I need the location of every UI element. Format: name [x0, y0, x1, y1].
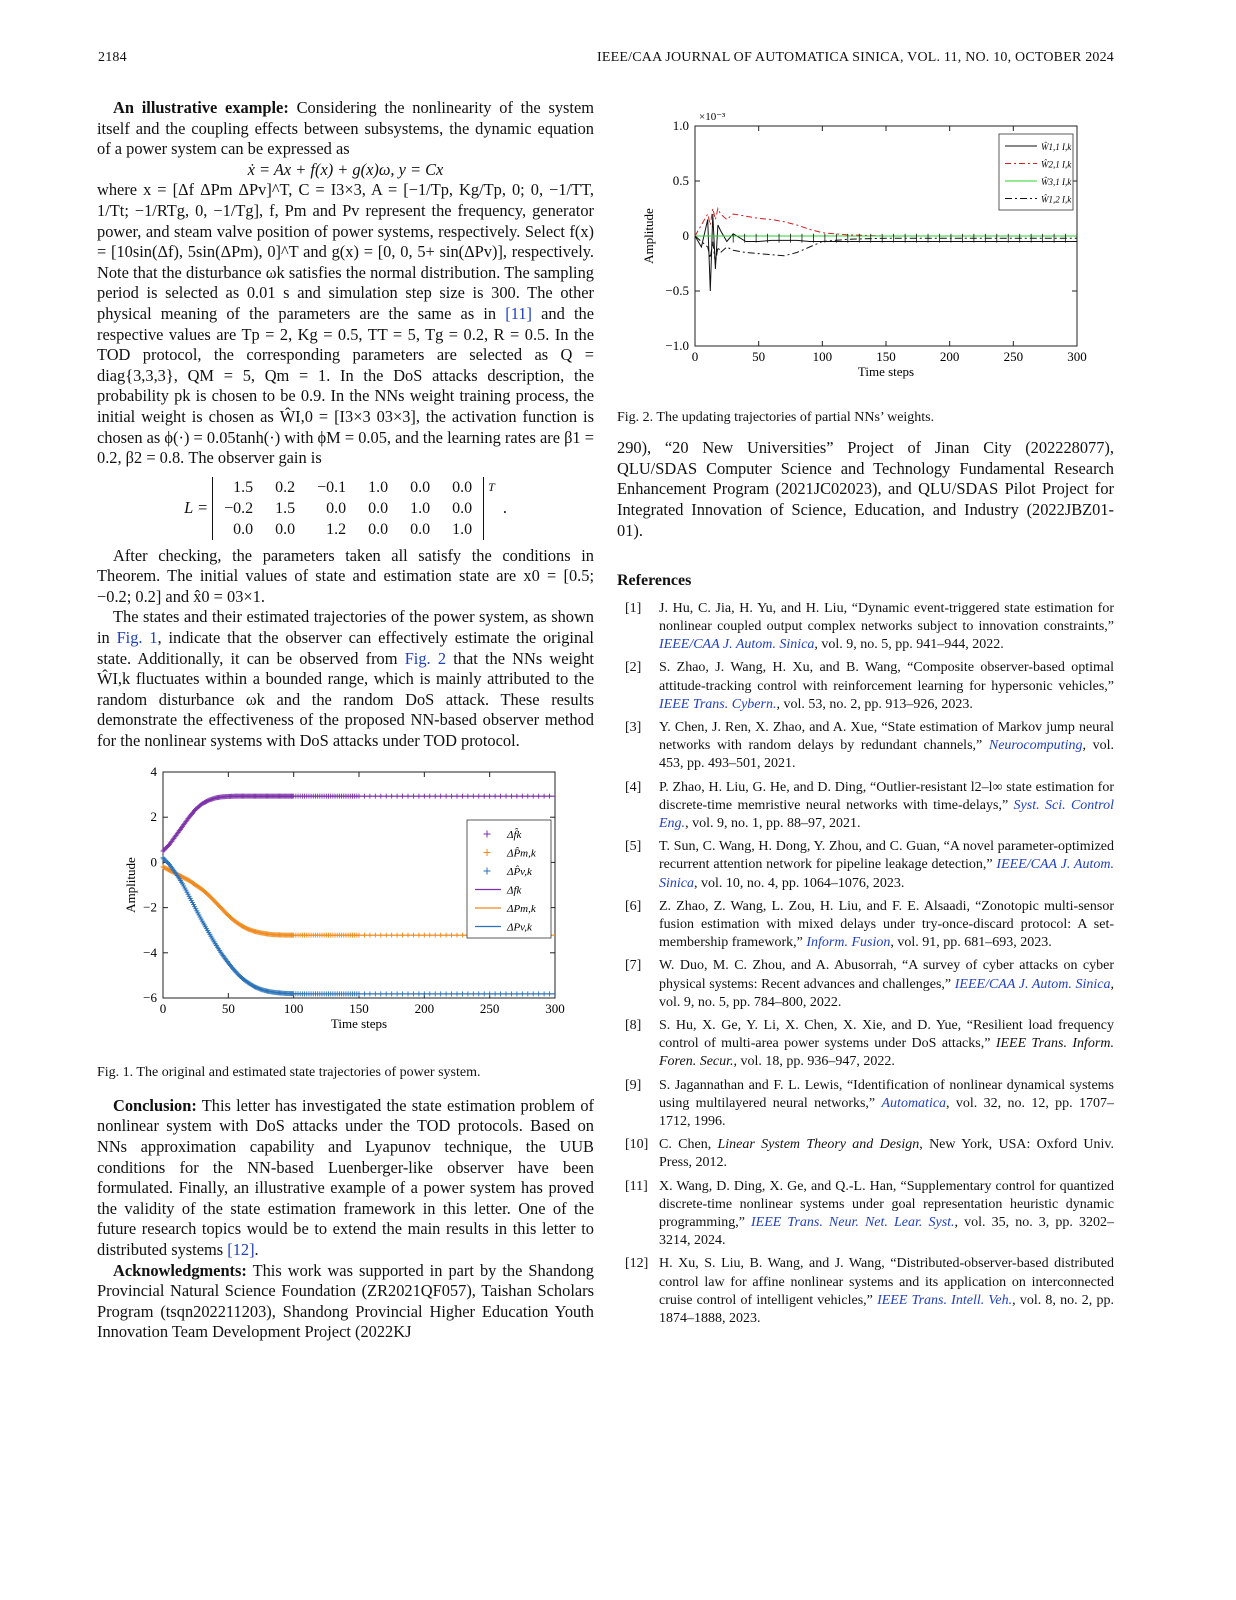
matrix-cell: 1.0 — [410, 499, 431, 517]
series-marker — [482, 793, 487, 798]
reference-text: C. Chen, Linear System Theory and Design, New York, USA: Oxford Univ. Press, 2012. — [659, 1137, 1114, 1171]
y-tick-label: 1.0 — [672, 118, 689, 133]
series-marker — [395, 793, 400, 798]
matrix-cell: 0.0 — [452, 478, 473, 496]
matrix-cell: 0.0 — [368, 520, 389, 538]
reference-venue[interactable]: IEEE/CAA J. Autom. Sinica — [954, 976, 1111, 992]
example-paragraph — [97, 98, 594, 160]
matrix-row — [213, 519, 484, 540]
series-marker — [547, 991, 552, 996]
legend-label: ΔP̂v,k — [507, 865, 532, 878]
series-marker — [422, 793, 427, 798]
fig2-caption: Fig. 2. The updating trajectories of partial NNs’ weights. — [617, 409, 935, 425]
series-marker — [520, 793, 525, 798]
y-tick-label: 4 — [150, 763, 157, 779]
x-tick-label: 250 — [1003, 349, 1024, 364]
reference-text: Z. Zhao, Z. Wang, L. Zou, H. Liu, and F. E. Alsaadi, “Zonotopic multi-sensor fusion estimation with mixed delays under try-once-discard protocol: A set-membership framework,” Inform. Fusion, vol. 91, pp. 681–693, 2023. — [659, 898, 1114, 951]
matrix-cell: 1.5 — [275, 499, 296, 517]
legend-label: Ŵ1,2 I,k — [1041, 194, 1072, 205]
series-line — [695, 214, 1077, 291]
reference-item — [617, 898, 1114, 953]
series-marker — [411, 932, 416, 937]
y-tick-label: 0 — [682, 228, 689, 243]
reference-item — [617, 1077, 1114, 1132]
series-marker — [389, 932, 394, 937]
x-tick-label: 300 — [1067, 349, 1087, 364]
example-heading: An illustrative example: — [113, 98, 289, 117]
reference-venue[interactable]: IEEE/CAA J. Autom. Sinica — [659, 637, 815, 653]
legend-label: Δfk — [507, 884, 522, 897]
after-paragraph: After checking, the parameters taken all satisfy the conditions in Theorem. The initial values of state and estimation state are x0 = [0.5; −0.2; 0.2] and x̂0 = 03×1. — [97, 545, 594, 606]
page-number: 2184 — [98, 50, 127, 65]
series-marker — [362, 793, 367, 798]
series-marker — [531, 991, 536, 996]
reference-venue[interactable]: Inform. Fusion — [806, 935, 891, 951]
series-marker — [520, 991, 525, 996]
series-marker — [476, 991, 481, 996]
y-axis-label: Amplitude — [123, 856, 138, 913]
series-marker — [509, 991, 514, 996]
series-marker — [389, 793, 394, 798]
reference-text: J. Hu, C. Jia, H. Yu, and H. Liu, “Dynamic event-triggered state estimation for nonlinear coupled output complex networks subject to innovation constraints,” IEEE/CAA J. Autom. Sinica, vol. 9, no. 5, pp. 941–944, 2022. — [659, 600, 1114, 653]
series-marker — [406, 793, 411, 798]
series-marker — [427, 991, 432, 996]
series-marker — [471, 793, 476, 798]
reference-item — [617, 1178, 1114, 1251]
ref-link-11[interactable]: [11] — [505, 303, 532, 323]
legend-label: Δf̂k — [507, 828, 522, 841]
reference-number: [10] — [625, 1137, 649, 1153]
matrix-row — [213, 477, 484, 498]
example-intro: Considering the nonlinearity of the system itself and the coupling effects between subsystems, the dynamic equation of a power system can be expressed as — [97, 98, 594, 159]
reference-number: [8] — [625, 1018, 642, 1034]
y-tick-label: 0.5 — [672, 173, 689, 188]
series-marker — [373, 991, 378, 996]
y-tick-label: −6 — [143, 989, 157, 1005]
series-marker — [536, 991, 541, 996]
y-tick-label: 2 — [150, 808, 157, 824]
series-marker — [455, 793, 460, 798]
series-marker — [498, 991, 503, 996]
reference-text: T. Sun, C. Wang, H. Dong, Y. Zhou, and C. Guan, “A novel parameter-optimized recurrent attention network for pipeline leakage detection,” IEEE/CAA J. Autom. Sinica, vol. 10, no. 4, pp. 1064–1076, 2023. — [659, 839, 1114, 891]
series-marker — [504, 793, 509, 798]
legend-label: Ŵ2,1 I,k — [1041, 159, 1072, 170]
x-tick-label: 150 — [876, 349, 896, 364]
series-marker — [444, 932, 449, 937]
ack-continued: 290), “20 New Universities” Project of Jinan City (202228077), QLU/SDAS Computer Science and Technology Fundamental Research Enhancement Program (2021JC02023), and QLU/SDAS Pilot Project for Integrated Innovation of Science, Education, and Industry (2022JBZ01-01). — [617, 438, 1114, 540]
series-marker — [438, 932, 443, 937]
reference-text: X. Wang, D. Ding, X. Ge, and Q.-L. Han, “Supplementary control for quantized discrete-time nonlinear systems under goal representation heuristic dynamic programming,” IEEE Trans. Neur. Net. Lear. Syst., vol. 35, no. 3, pp. 3202–3214, 2024. — [659, 1178, 1114, 1249]
reference-item — [617, 957, 1114, 1012]
reference-number: [5] — [625, 839, 642, 855]
series-marker — [542, 991, 547, 996]
x-tick-label: 100 — [812, 349, 833, 364]
series-marker — [514, 793, 519, 798]
reference-venue: IEEE Trans. Inform. Foren. Secur. — [659, 1036, 1114, 1070]
series-marker — [378, 991, 383, 996]
x-axis-label: Time steps — [857, 364, 915, 379]
series-marker — [433, 932, 438, 937]
reference-item — [617, 1255, 1114, 1328]
series-marker — [406, 932, 411, 937]
series-marker — [465, 793, 470, 798]
reference-item — [617, 719, 1114, 774]
series-marker — [378, 793, 383, 798]
fig2-link[interactable]: Fig. 2 — [404, 648, 447, 668]
series-marker — [367, 932, 372, 937]
fig1-link[interactable]: Fig. 1 — [116, 628, 158, 648]
matrix-cell: 0.0 — [275, 520, 296, 538]
reference-item — [617, 838, 1114, 893]
series-marker — [465, 991, 470, 996]
left-column — [97, 98, 594, 1343]
ref-link-12[interactable]: [12] — [227, 1239, 255, 1259]
y-tick-label: −4 — [143, 944, 157, 960]
x-tick-label: 100 — [283, 1000, 304, 1016]
series-line — [695, 209, 1077, 237]
matrix-cell: 1.2 — [326, 520, 347, 538]
series-marker — [416, 932, 421, 937]
x-tick-label: 50 — [752, 349, 766, 364]
reference-text: S. Zhao, J. Wang, H. Xu, and B. Wang, “Composite observer-based optimal attitude-tracking control with reinforcement learning for hypersonic vehicles,” IEEE Trans. Cybern., vol. 53, no. 2, pp. 913–926, 2023. — [659, 660, 1114, 712]
series-marker — [378, 932, 383, 937]
series-marker — [427, 932, 432, 937]
series-marker — [362, 932, 367, 937]
matrix-cell: 0.0 — [368, 499, 389, 517]
series-marker — [395, 991, 400, 996]
reference-text: Y. Chen, J. Ren, X. Zhao, and A. Xue, “State estimation of Markov jump neural networks with random delays by redundant channels,” Neurocomputing, vol. 453, pp. 493–501, 2021. — [659, 719, 1114, 772]
x-tick-label: 0 — [159, 1000, 167, 1016]
reference-number: [7] — [625, 958, 642, 974]
series-marker — [509, 793, 514, 798]
series-marker — [400, 991, 405, 996]
legend-label: ΔPm,k — [507, 902, 536, 915]
reference-item — [617, 600, 1114, 655]
observer-gain-matrix: L = 1.5 0.2 −0.1 1.0 0.0 0.0 −0.2 1.5 0.0 0.0 1.0 0.0 0.0 0.0 1.2 0.0 0.0 1.0 T . — [184, 478, 507, 538]
right-column — [617, 108, 1114, 1333]
reference-number: [3] — [625, 719, 642, 735]
y-tick-label: −2 — [143, 899, 157, 915]
series-marker — [373, 793, 378, 798]
series-marker — [444, 793, 449, 798]
series-marker — [362, 991, 367, 996]
reference-number: [2] — [625, 660, 642, 676]
reference-venue[interactable]: IEEE Trans. Neur. Net. Lear. Syst. — [751, 1215, 955, 1231]
series-marker — [449, 932, 454, 937]
reference-number: [1] — [625, 600, 642, 616]
reference-venue[interactable]: IEEE/CAA J. Autom. Sinica — [659, 857, 1114, 891]
reference-venue[interactable]: Syst. Sci. Control Eng. — [659, 797, 1115, 831]
matrix-cell: −0.1 — [317, 478, 347, 496]
reference-venue: Linear System Theory and Design — [717, 1137, 920, 1153]
series-marker — [384, 991, 389, 996]
series-marker — [427, 793, 432, 798]
matrix-cell: 0.0 — [410, 478, 431, 496]
reference-text: W. Duo, M. C. Zhou, and A. Abusorrah, “A survey of cyber attacks on cyber physical systems: Recent advances and challenges,” IEEE/CAA J. Autom. Sinica, vol. 9, no. 5, pp. 784–800, 2022. — [659, 958, 1114, 1010]
scale-label: ×10⁻³ — [699, 111, 726, 123]
series-marker — [384, 793, 389, 798]
series-marker — [416, 991, 421, 996]
x-tick-label: 0 — [691, 349, 699, 364]
matrix-cell: 1.0 — [368, 478, 389, 496]
states-paragraph: The states and their estimated trajectories of the power system, as shown in Fig. 1, indicate that the observer can effectively estimate the original state. Additionally, it can be observed from Fig. 2 that the NNs weight ŴI,k fluctuates within a bounded range, which is mainly attributed to the random disturbance ωk and the random DoS attack. These results demonstrate the effectiveness of the proposed NN-based observer method for the nonlinear systems with DoS attacks under TOD protocol. — [97, 607, 594, 751]
series-marker — [367, 793, 372, 798]
series-marker — [400, 932, 405, 937]
x-tick-label: 300 — [545, 1000, 565, 1016]
reference-text: H. Xu, S. Liu, B. Wang, and J. Wang, “Distributed-observer-based distributed control law for affine nonlinear systems and its application on interconnected cruise control of intelligent vehicles,” IEEE Trans. Intell. Veh., vol. 8, no. 2, pp. 1874–1888, 2023. — [659, 1256, 1114, 1327]
series-marker — [449, 793, 454, 798]
conclusion-heading: Conclusion: — [113, 1095, 197, 1115]
reference-number: [12] — [625, 1256, 649, 1272]
x-tick-label: 200 — [414, 1000, 435, 1016]
series-marker — [449, 991, 454, 996]
y-axis-label: Amplitude — [641, 208, 656, 264]
fig1-chart — [97, 762, 594, 1052]
series-marker — [514, 991, 519, 996]
reference-venue[interactable]: Neurocomputing — [988, 738, 1083, 754]
reference-text: S. Hu, X. Ge, Y. Li, X. Chen, X. Xie, and D. Yue, “Resilient load frequency control of multi-area power systems under DoS attacks,” IEEE Trans. Inform. Foren. Secur., vol. 18, pp. 936–947, 2022. — [659, 1018, 1114, 1070]
series-marker — [422, 932, 427, 937]
series-marker — [373, 932, 378, 937]
x-tick-label: 250 — [479, 1000, 500, 1016]
series-marker — [460, 793, 465, 798]
matrix-cell: −0.2 — [224, 499, 254, 517]
matrix-cell: 0.0 — [452, 499, 473, 517]
matrix-cell: 0.0 — [410, 520, 431, 538]
matrix-row — [213, 498, 484, 519]
series-marker — [455, 991, 460, 996]
reference-number: [4] — [625, 779, 642, 795]
reference-item — [617, 1136, 1114, 1172]
series-marker — [395, 932, 400, 937]
ack-heading: Acknowledgments: — [113, 1260, 247, 1280]
series-marker — [536, 793, 541, 798]
reference-item — [617, 659, 1114, 714]
series-marker — [433, 991, 438, 996]
where-paragraph: where x = [Δf ΔPm ΔPv]^T, C = I3×3, A = [−1/Tp, Kg/Tp, 0; 0, −1/TT, 1/Tt; −1/RTg, 0, −1/Tg], f, Pm and Pv represent the frequency, generator power, and steam valve position of power systems, respectively. Select f(x) = [10sin(Δf), 5sin(ΔPm), 0]^T and g(x) = [0, 0, 5+ sin(ΔPv)], respectively. Note that the disturbance ωk satisfies the normal distribution. The sampling period is selected as 0.01 s and simulation step size is 300. The other physical meaning of the parameters are the same as in [11] and the respective values are Tp = 2, Kg = 0.5, TT = 5, Tg = 0.2, R = 0.5. In the TOD protocol, the corresponding parameters are selected as Q = diag{3,3,3}, QM = 5, Qm = 1. In the DoS attacks description, the probability pk is chosen to be 0.9. In the NNs weight training process, the initial weight is chosen as ŴI,0 = [I3×3 03×3], the activation function is chosen as ϕ(·) = 0.05tanh(·) with ϕM = 0.05, and the learning rates are β1 = 0.2, β2 = 0.8. The observer gain is — [97, 180, 594, 468]
series-marker — [433, 793, 438, 798]
reference-number: [11] — [625, 1178, 648, 1194]
series-marker — [498, 793, 503, 798]
fig1-caption: Fig. 1. The original and estimated state trajectories of power system. — [97, 1065, 481, 1081]
series-marker — [482, 991, 487, 996]
legend-label: ΔP̂m,k — [507, 847, 536, 860]
x-tick-label: 150 — [349, 1000, 369, 1016]
series-marker — [411, 793, 416, 798]
x-tick-label: 50 — [221, 1000, 235, 1016]
series-marker — [438, 991, 443, 996]
figure-2 — [617, 108, 1114, 394]
series-marker — [476, 793, 481, 798]
y-tick-label: −1.0 — [665, 338, 689, 353]
reference-text: S. Jagannathan and F. L. Lewis, “Identification of nonlinear dynamical systems using multilayered neural networks,” Automatica, vol. 32, no. 12, pp. 1707–1712, 1996. — [659, 1077, 1115, 1130]
series-marker — [531, 793, 536, 798]
ack-paragraph: Acknowledgments: This work was supported in part by the Shandong Provincial Natural Science Foundation (ZR2021QF057), Taishan Scholars Program (tsqn202211203), Shandong Provincial Higher Education Youth Innovation Team Development Project (2022KJ — [97, 1260, 594, 1342]
series-marker — [406, 991, 411, 996]
reference-venue[interactable]: IEEE Trans. Cybern. — [659, 696, 777, 712]
series-marker — [487, 991, 492, 996]
reference-item — [617, 779, 1114, 834]
y-tick-label: 0 — [150, 854, 157, 870]
series-marker — [547, 793, 552, 798]
matrix-label: L = — [184, 497, 209, 517]
legend-label: ΔPv,k — [507, 921, 532, 934]
series-marker — [493, 991, 498, 996]
journal-header: IEEE/CAA JOURNAL OF AUTOMATICA SINICA, VOL. 11, NO. 10, OCTOBER 2024 — [597, 50, 1114, 65]
fig2-chart — [617, 108, 1114, 388]
series-marker — [460, 932, 465, 937]
reference-list — [617, 600, 1114, 1329]
x-tick-label: 200 — [939, 349, 960, 364]
series-marker — [411, 991, 416, 996]
reference-number: [9] — [625, 1077, 642, 1093]
series-marker — [422, 991, 427, 996]
series-marker — [416, 793, 421, 798]
references-title: References — [617, 572, 692, 590]
series-marker — [471, 991, 476, 996]
series-marker — [384, 932, 389, 937]
x-axis-label: Time steps — [330, 1015, 388, 1031]
reference-text: P. Zhao, H. Liu, G. He, and D. Ding, “Outlier-resistant l2–l∞ state estimation for discrete-time memristive neural networks with time-delays,” Syst. Sci. Control Eng., vol. 9, no. 1, pp. 88–97, 2021. — [659, 779, 1115, 831]
y-tick-label: −0.5 — [665, 283, 689, 298]
series-marker — [400, 793, 405, 798]
series-marker — [504, 991, 509, 996]
series-marker — [525, 991, 530, 996]
legend-label: Ŵ1,1 I,k — [1041, 142, 1072, 152]
matrix-cell: 0.0 — [233, 520, 254, 538]
series-marker — [493, 793, 498, 798]
series-marker — [460, 991, 465, 996]
matrix-cell: 0.0 — [326, 499, 347, 517]
system-equation: ẋ = Ax + f(x) + g(x)ω, y = Cx — [247, 159, 444, 179]
series-marker — [444, 991, 449, 996]
matrix-cell: 1.0 — [452, 520, 473, 538]
matrix-cell: 1.5 — [233, 478, 254, 496]
series-marker — [487, 793, 492, 798]
reference-item — [617, 1017, 1114, 1072]
matrix-cell: 0.2 — [275, 478, 296, 496]
conclusion-paragraph: Conclusion: This letter has investigated the state estimation problem of nonlinear system with DoS attacks under the TOD protocols. Based on NNs approximation capability and Lyapunov technique, the UUB conditions for the NN-based Luenberger-like observer have been formulated. Finally, an illustrative example of a power system has proved the validity of the state estimation framework in this letter. One of the future research topics would be to extend the main results in this letter to distributed systems [12]. — [97, 1095, 594, 1259]
reference-number: [6] — [625, 898, 642, 914]
figure-1 — [97, 762, 594, 1058]
series-marker — [389, 991, 394, 996]
reference-venue[interactable]: IEEE Trans. Intell. Veh. — [877, 1292, 1013, 1308]
legend-label: Ŵ3,1 I,k — [1041, 177, 1072, 187]
reference-venue[interactable]: Automatica — [881, 1095, 947, 1111]
series-marker — [438, 793, 443, 798]
series-marker — [367, 991, 372, 996]
series-marker — [455, 932, 460, 937]
series-marker — [542, 793, 547, 798]
series-marker — [525, 793, 530, 798]
